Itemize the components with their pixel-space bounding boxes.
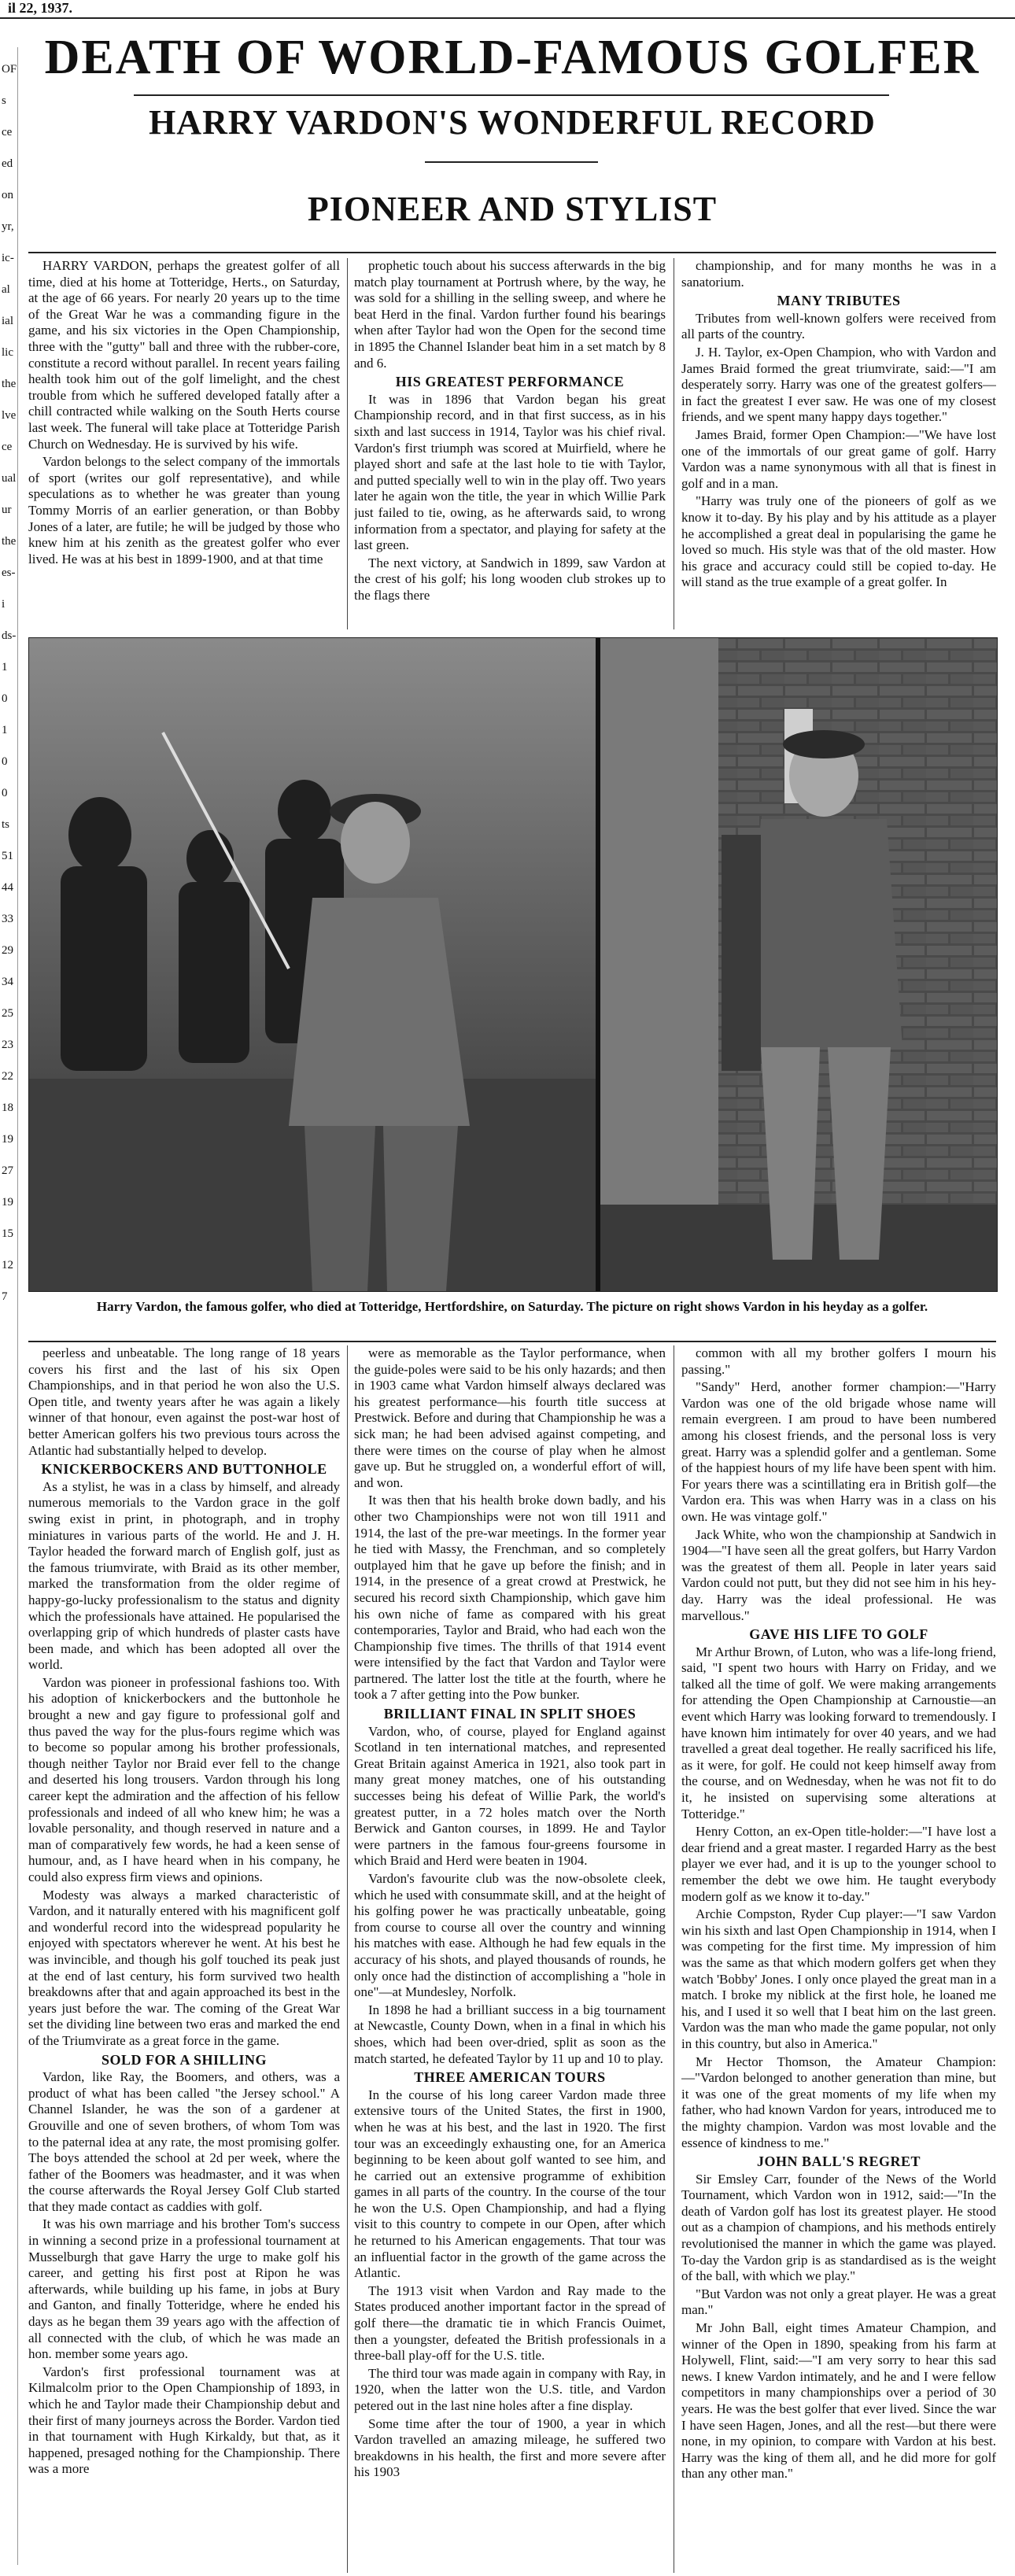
gutter-text-fragment: al: [2, 283, 10, 296]
article-paragraph: prophetic touch about his success afterwards in the big match play tournament at Portrush where, by the way, he was sold for a shilling in the selling sweep, and where he beat Herd in the final. Vardon further found his bearings when after Taylor had won the Open for the second time in 1895 the Channel Islander beat him in a set match by 8 and 6.: [354, 258, 666, 371]
gutter-text-fragment: the: [2, 535, 17, 548]
gutter-text-fragment: OF: [2, 63, 17, 76]
gutter-text-fragment: lve: [2, 409, 17, 422]
gutter-text-fragment: 34: [2, 976, 13, 988]
article-paragraph: Mr Hector Thomson, the Amateur Champion:—"Vardon belonged to another generation than mine, but it was one of the great moments of my life when my father, who had known Vardon for years, introduced me to the mighty champion. Vardon was most lovable and the essence of kindness to me.": [681, 2054, 996, 2150]
top-column-1: [28, 258, 340, 629]
gutter-text-fragment: es-: [2, 566, 16, 579]
article-paragraph: Vardon, like Ray, the Boomers, and others, was a product of what has been called "the Jersey school." A Channel Islander, he was the son of a gardener at Grouville and one of seven brothers, of whom Tom was to the paternal idea at any rate, the most promising golfer. The boys attended the school at 2d per week, where the father of the Boomers was headmaster, and it was when the course afterwards the Royal Jersey Golf Club started that they made contact as caddies with golf.: [28, 2069, 340, 2214]
gutter-text-fragment: 18: [2, 1102, 13, 1114]
gutter-text-fragment: 33: [2, 913, 13, 925]
gutter-text-fragment: 25: [2, 1007, 13, 1020]
gutter-text-fragment: 0: [2, 787, 8, 799]
article-paragraph: Archie Compston, Ryder Cup player:—"I saw Vardon win his sixth and last Open Championship in 1914, when I was competing for the first time. My impression of him was the same as that which modern golfers get when they watch 'Bobby' Jones. I only once played the great man in a match. I broke my niblick at the first hole, he loaned me his, and I used it so well that I beat him on the last green. Vardon was the man who made the game popular, not only in this country, but also in America.": [681, 1906, 996, 2051]
masthead-strip: [0, 0, 1015, 19]
bottom-column-3: [681, 1345, 996, 2573]
column-rule: [347, 258, 348, 629]
gutter-text-fragment: 0: [2, 755, 8, 768]
gutter-text-fragment: 44: [2, 881, 13, 894]
gutter-text-fragment: 22: [2, 1070, 13, 1083]
article-paragraph: James Braid, former Open Champion:—"We have lost one of the immortals of our great game of golf. Harry Vardon was a name synonymous with all that is finest in golf and in a man.: [681, 426, 996, 491]
section-subheading: KNICKERBOCKERS AND BUTTONHOLE: [41, 1461, 327, 1478]
deck-heading-1: HARRY VARDON'S WONDERFUL RECORD: [149, 103, 876, 142]
article-paragraph: Modesty was always a marked characteristic of Vardon, and it naturally entered with his magnificent golf and wonderful record into the widespread popularity he enjoyed with spectators wherever he went. At his best he was invincible, and though his golf touched its peak just at the end of last century, his form survived two health breakdowns after that and again approached its best in the years just before the war. The coming of the Great War set the dividing line between two eras and marked the end of the Triumvirate as a great force in the game.: [28, 1887, 340, 2048]
gutter-text-fragment: 19: [2, 1133, 13, 1146]
article-photograph: [28, 637, 998, 1292]
top-column-3: [681, 258, 996, 629]
article-paragraph: It was in 1896 that Vardon began his great Championship record, and in that first success, as in his sixth and last success in 1914, Taylor was his chief rival. Vardon's first triumph was scored at Muirfield, where he played short and safe at the last hole to tie with Taylor, and putted specially well to win in the play off. Two years later he again won the title, the year in which Willie Park just failed to tie, owing, as he afterwards said, to wrong information from a spectator, and playing for safety at the last green.: [354, 391, 666, 553]
gutter-text-fragment: on: [2, 189, 13, 201]
article-paragraph: It was then that his health broke down badly, and his other two Championships were not won till 1911 and 1914, the last of the pre-war meetings. In the former year he tied with Massy, the Frenchman, and so completely outplayed him that he gave up before the finish; and in 1914, in the presence of a great crowd at Prestwick, he secured his record sixth Championship, which gave him his own niche of fame as compared with his great contemporaries, Taylor and Braid, who had each won the Championship five times. The thrills of that 1914 event were intensified by the fact that Vardon and Taylor were partnered. The latter lost the title at the fourth, where he took a 7 after getting into the Pow bunker.: [354, 1493, 666, 1703]
top-divider: [28, 252, 996, 253]
article-paragraph: As a stylist, he was in a class by himself, and already numerous memorials to the Vardon grace in the golf swing exist in print, in photograph, and in trophy miniatures in various parts of the world. He and J. H. Taylor headed the forward march of English golf, just as the famous triumvirate, with Braid as its other member, marked the transformation from the older regime of happy-go-lucky professionalism to the status and dignity which the professionals have attained. He popularised the overlapping grip of which hundreds of plaster casts have been made, and which has been adopted all over the world.: [28, 1478, 340, 1673]
gutter-text-fragment: ur: [2, 504, 12, 516]
column-rule: [347, 1345, 348, 2573]
section-subheading: HIS GREATEST PERFORMANCE: [395, 374, 625, 390]
section-subheading: THREE AMERICAN TOURS: [414, 2069, 606, 2086]
section-subheading: SOLD FOR A SHILLING: [101, 2051, 268, 2068]
gutter-text-fragment: 51: [2, 850, 13, 862]
photo-illustration: [29, 638, 997, 1291]
article-paragraph: Mr Arthur Brown, of Luton, who was a life-long friend, said, "I spent two hours with Harry on Friday, and we talked all the time of golf. We were making arrangements for attending the Open Championship at Carnoustie—an event which Harry was looking forward to tremendously. I have known him intimately for over 40 years, and we had travelled a great deal together. He really sacrificed his life, as it were, for golf. He could not keep himself away from the course, and on Wednesday, when he was not fit to do it, he insisted on supervising some alterations at Totteridge.": [681, 1644, 996, 1821]
gutter-text-fragment: s: [2, 94, 6, 107]
gutter-text-fragment: 19: [2, 1196, 13, 1209]
gutter-text-fragment: 29: [2, 944, 13, 957]
gutter-text-fragment: 23: [2, 1039, 13, 1051]
gutter-text-fragment: 0: [2, 692, 8, 705]
gutter-text-fragment: 1: [2, 724, 8, 736]
top-column-2: [354, 258, 666, 629]
article-paragraph: Vardon was pioneer in professional fashions too. With his adoption of knickerbockers and the buttonhole he brought a new and gay figure to professional golf and thus paved the way for the plus-fours regime which was to become so popular among his brother professionals, though neither Taylor nor Braid ever fell to the change and deserted his long trousers. Vardon through his long career kept the admiration and the affection of his fellow professionals and indeed of all who knew him; he was a lovable personality, and though reserved in nature and a man of comparatively few words, he had a keen sense of humour, and, as I have heard when in his company, he could also express firm views and opinions.: [28, 1674, 340, 1884]
gutter-text-fragment: 27: [2, 1164, 13, 1177]
article-paragraph: Vardon belongs to the select company of the immortals of sport (writes our golf representative), and while speculations as to whether he was greater than young Tommy Morris of an earlier generation, or than Bobby Jones of a later, are futile; he will be judged by those who knew him at his zenith as the greatest golfer who ever lived. He was at his best in 1899-1900, and at that time: [28, 454, 340, 566]
article-paragraph: were as memorable as the Taylor performance, when the guide-poles were said to be his only hazards; and then in 1903 came what Vardon himself always declared was his greatest performance—his fourth title success at Prestwick. Before and during that Championship he was a sick man; he had been advised against competing, and there were times on the course of play when he almost gave up. But he struggled on, a wonderful effort of will, and won.: [354, 1345, 666, 1490]
article-paragraph: Some time after the tour of 1900, a year in which Vardon travelled an amazing mileage, he suffered two breakdowns in his health, the first and more severe after his 1903: [354, 2415, 666, 2480]
article-paragraph: Jack White, who won the championship at Sandwich in 1904—"I have seen all the great golfers, but Harry Vardon was the greatest of them all. People in later years said Vardon could not putt, but they did not see him in his hey-day. Harry was the ideal professional. He was marvellous.": [681, 1526, 996, 1623]
headline: DEATH OF WORLD-FAMOUS GOLFER: [44, 31, 980, 84]
article-paragraph: "Sandy" Herd, another former champion:—"Harry Vardon was one of the old brigade whose name will remain evergreen. I am proud to have been numbered among his closest friends, and the personal loss is very great. Harry was a splendid golfer and a gentleman. Some of the happiest hours of my life have been spent with him. For years there was a scintillating era in British golf—the Vardon era. This was when Harry was in a class on his own. He was vintage golf.": [681, 1379, 996, 1524]
bottom-column-1: [28, 1345, 340, 2573]
article-paragraph: "But Vardon was not only a great player. He was a great man.": [681, 2286, 996, 2318]
article-paragraph: HARRY VARDON, perhaps the greatest golfer of all time, died at his home at Totteridge, Herts., on Saturday, at the age of 66 years. For nearly 20 years up to the time of the Great War he was a commanding figure in the game, and his six victories in the Open Championship, three with the "gutty" ball and three with the rubber-core, constitute a record without parallel. In recent years failing health took him out of the golf limelight, and the chest trouble from which he suffered developed fatally after a chill contracted while walking on the South Herts course last week. The funeral will take place at Totteridge Parish Church on Wednesday. He is survived by his wife.: [28, 258, 340, 452]
gutter-text-fragment: ts: [2, 818, 10, 831]
article-paragraph: The third tour was made again in company with Ray, in 1920, when the latter won the U.S. title, and Vardon petered out in the last nine holes after a fine display.: [354, 2365, 666, 2413]
gutter-text-fragment: ds-: [2, 629, 17, 642]
headline-rule: [134, 94, 889, 96]
article-paragraph: Mr John Ball, eight times Amateur Champion, and winner of the Open in 1890, speaking from his farm at Holywell, Flint, said:—"I am very sorry to hear this sad news. I knew Vardon intimately, and he and I were fellow competitors in many championships over a period of 30 years. He was the best golfer that ever lived. Since the war I have seen Hagen, Jones, and all the rest—but there were none, in my opinion, to compare with Vardon at his best. Harry was the king of them all, and he did more for golf than any other man.": [681, 2320, 996, 2482]
article-paragraph: J. H. Taylor, ex-Open Champion, who with Vardon and James Braid formed the great triumvirate, said:—"I am desperately sorry. Harry was one of the greatest golfers—in fact the greatest I ever saw. He was one of my closest friends, and we spent many happy days together.": [681, 344, 996, 425]
section-subheading: JOHN BALL'S REGRET: [756, 2153, 921, 2170]
gutter-text-fragment: 1: [2, 661, 8, 674]
article-paragraph: common with all my brother golfers I mourn his passing.": [681, 1345, 996, 1377]
article-paragraph: In 1898 he had a brilliant success in a big tournament at Newcastle, County Down, when in a final in which his shoes, which had been over-dried, split as soon as the match started, he defeated Taylor by 11 up and 10 to play.: [354, 2002, 666, 2066]
adjacent-column-fragment: [0, 47, 18, 2565]
article-paragraph: The next victory, at Sandwich in 1899, saw Vardon at the crest of his golf; his long wooden club strokes up to the flags there: [354, 555, 666, 603]
article-paragraph: Vardon's favourite club was the now-obsolete cleek, which he used with consummate skill, and at the height of his golfing power he was practically unbeatable, going from course to course all over the country and winning his matches with ease. Although he had few equals in the accuracy of his shots, and played thousands of rounds, he only once had the distinction of accomplishing a "hole in one"—at Mundesley, Norfolk.: [354, 1871, 666, 2000]
caption-divider: [28, 1341, 996, 1342]
gutter-text-fragment: ce: [2, 126, 13, 138]
gutter-text-fragment: ual: [2, 472, 17, 485]
section-subheading: BRILLIANT FINAL IN SPLIT SHOES: [383, 1706, 637, 1722]
article-paragraph: Vardon's first professional tournament was at Kilmalcolm prior to the Open Championship of 1893, in which he and Taylor made their Championship debut and their first of many journeys across the Border. Vardon tied in that tournament with Hugh Kirkaldy, but that, as it happened, presaged nothing for the Championship. There was a more: [28, 2364, 340, 2477]
article-paragraph: The 1913 visit when Vardon and Ray made to the States produced another important factor in the spread of golf there—the dramatic tie in which Francis Ouimet, then a youngster, defeated the British professionals in a three-ball play-off for the U.S. title.: [354, 2283, 666, 2364]
gutter-text-fragment: ial: [2, 315, 13, 327]
gutter-text-fragment: ce: [2, 441, 13, 453]
bottom-column-2: [354, 1345, 666, 2573]
article-paragraph: Sir Emsley Carr, founder of the News of the World Tournament, which Vardon won in 1912, said:—"In the death of Vardon golf has lost its greatest player. He stood out as a champion of champions, and his methods entirely revolutionised the manner in which the game was played. To-day the Vardon grip is as standardised as is the weight of the ball, with which we play.": [681, 2171, 996, 2284]
article-paragraph: Henry Cotton, an ex-Open title-holder:—"I have lost a dear friend and a great master. I regarded Harry as the best player we ever had, and it is up to the younger school to remember the debt we owe him. He taught everybody modern golf as we know it to-day.": [681, 1824, 996, 1904]
article-paragraph: It was his own marriage and his brother Tom's success in winning a second prize in a professional tournament at Musselburgh that gave Harry the urge to make golf his career, and getting his first post at Ripon he was afterwards, while building up his fame, in jobs at Bury and Ganton, and finally Totteridge, where he ended his days as he began them 39 years ago with the affection of all connected with the club, of which he was made an hon. member some years ago.: [28, 2216, 340, 2362]
gutter-text-fragment: ic-: [2, 252, 14, 264]
gutter-text-fragment: 7: [2, 1290, 8, 1303]
gutter-text-fragment: lic: [2, 346, 13, 359]
article-paragraph: Tributes from well-known golfers were received from all parts of the country.: [681, 310, 996, 342]
gutter-text-fragment: the: [2, 378, 17, 390]
gutter-text-fragment: yr,: [2, 220, 14, 233]
article-paragraph: peerless and unbeatable. The long range of 18 years covers his first and the last of his six Open Championships, and in that period he won also the U.S. Open title, and twenty years after he was again a likely winner of that honour, even against the post-war host of better American golfers his two previous tours across the Atlantic had substantially helped to develop.: [28, 1345, 340, 1458]
photo-caption: Harry Vardon, the famous golfer, who died at Totteridge, Hertfordshire, on Saturday. The picture on right shows Vardon in his heyday as a golfer.: [96, 1299, 928, 1314]
article-paragraph: In the course of his long career Vardon made three extensive tours of the United States, the first in 1900, when he was at his best, and the last in 1920. The first tour was an exceedingly exhausting one, for an America beginning to be keen about golf wanted to see him, and he carried out an extensive programme of exhibition games in all parts of the country. In the course of the tour he won the U.S. Open Championship, and had a flying visit to this country to compete in our Open, after which he returned to his American engagements. That tour was an influential factor in the growth of the game across the Atlantic.: [354, 2087, 666, 2281]
article-paragraph: Vardon, who, of course, played for England against Scotland in ten international matches, and represented Great Britain against America in 1921, also took part in many great money matches, one of his outstanding successes being his defeat of Willie Park, the world's greatest putter, in a 72 holes match over the North Berwick and Ganton courses, in 1899. He and Taylor were partners in the famous four-greens foursome in which Braid and Herd were beaten in 1904.: [354, 1723, 666, 1869]
gutter-text-fragment: 12: [2, 1259, 13, 1271]
section-subheading: GAVE HIS LIFE TO GOLF: [749, 1626, 928, 1643]
deck-heading-2: PIONEER AND STYLIST: [307, 190, 718, 228]
deck-rule: [425, 161, 598, 163]
section-subheading: MANY TRIBUTES: [777, 293, 901, 309]
gutter-text-fragment: ed: [2, 157, 13, 170]
article-paragraph: "Harry was truly one of the pioneers of golf as we know it to-day. By his play and by his attitude as a player he accomplished a great deal in popularising the game he loved so much. His style was that of the old master. How his grace and accuracy could still be copied to-day. He will stand as the true example of a great golfer. In: [681, 493, 996, 590]
gutter-text-fragment: i: [2, 598, 6, 611]
masthead-date: il 22, 1937.: [8, 0, 73, 16]
article-paragraph: championship, and for many months he was in a sanatorium.: [681, 258, 996, 290]
gutter-text-fragment: 15: [2, 1227, 13, 1240]
